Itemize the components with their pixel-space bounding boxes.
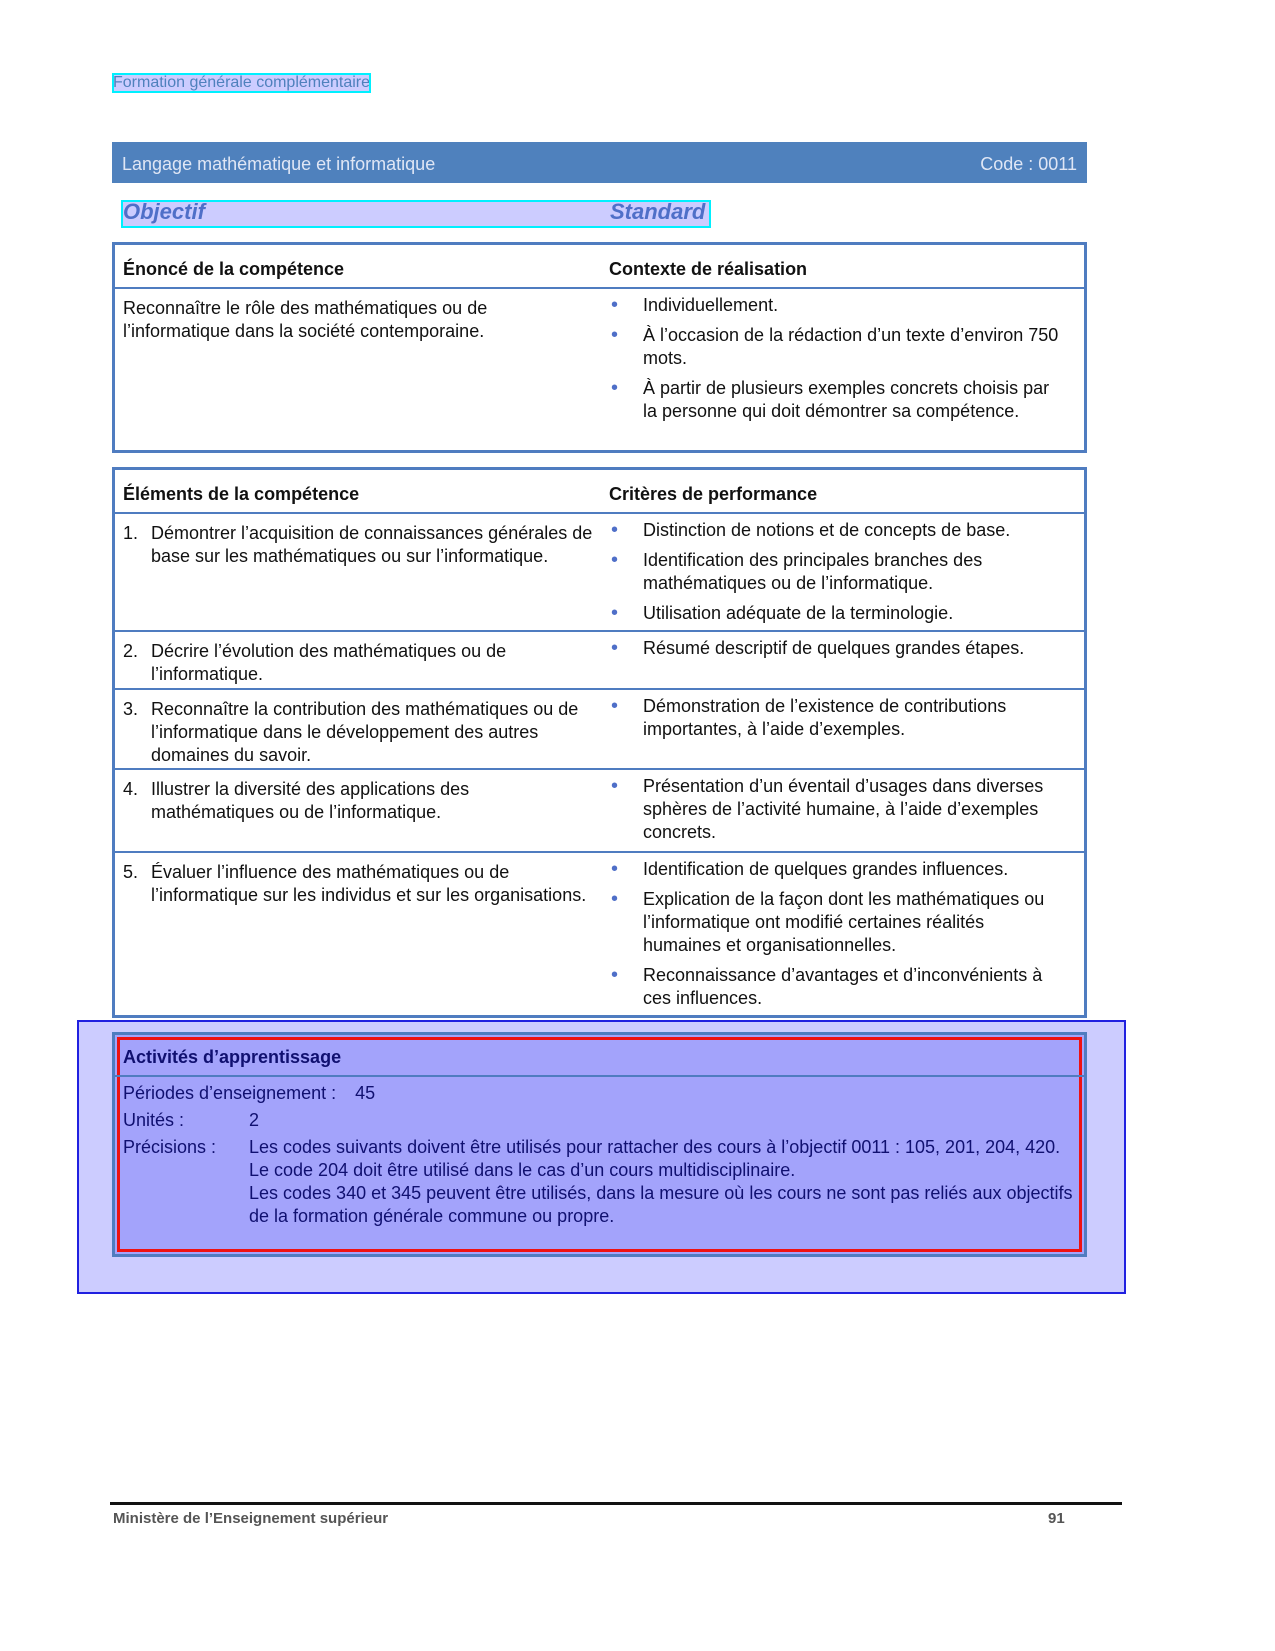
criterion: • Reconnaissance d’avantages et d’inconvénients à ces influences. [611, 964, 1066, 1010]
periods-value: 45 [355, 1083, 376, 1103]
element-text: Évaluer l’influence des mathématiques ou de l’informatique sur les individus et sur les organisations. [151, 862, 587, 905]
label-objectif: Objectif [123, 199, 205, 224]
precision-item: Le code 204 doit être utilisé dans le cas d’un cours multidisciplinaire. [249, 1160, 796, 1180]
course-title: Langage mathématique et informatique [122, 154, 436, 174]
elements-table [112, 467, 1087, 1018]
header-elements: Éléments de la compétence [123, 484, 360, 504]
criterion: • Explication de la façon dont les mathématiques ou l’informatique ont modifié certaines réalités humaines et organisationnelles. [611, 888, 1066, 957]
elements-table-header [115, 470, 1084, 514]
criterion: • Présentation d’un éventail d’usages dans diverses sphères de l’activité humaine, à l’aide d’exemples concrets. [611, 775, 1066, 844]
element-number: 1. [123, 523, 139, 543]
element-number: 5. [123, 862, 139, 882]
title-bar [112, 142, 1087, 183]
criterion: • Résumé descriptif de quelques grandes étapes. [611, 637, 1066, 660]
precision-item: Les codes suivants doivent être utilisés pour rattacher des cours à l’objectif 0011 : 105, 201, 204, 420. [249, 1137, 1061, 1157]
context-item: • À partir de plusieurs exemples concrets choisis par la personne qui doit démontrer sa compétence. [611, 377, 1066, 423]
criterion: • Utilisation adéquate de la terminologie. [611, 602, 1066, 625]
element-number: 3. [123, 699, 139, 719]
element-text: Reconnaître la contribution des mathématiques ou de l’informatique dans le développement des autres domaines du savoir. [151, 699, 579, 765]
periods-label: Périodes d’enseignement : [123, 1083, 337, 1103]
units-label: Unités : [123, 1110, 185, 1130]
criterion: • Distinction de notions et de concepts de base. [611, 519, 1066, 542]
element-row [115, 514, 1084, 632]
running-header: Formation générale complémentaire [113, 74, 371, 91]
page-number: 91 [1048, 1510, 1065, 1527]
activities-box [112, 1032, 1087, 1257]
context-item: • À l’occasion de la rédaction d’un texte d’environ 750 mots. [611, 324, 1066, 370]
header-statement: Énoncé de la compétence [123, 259, 345, 279]
header-context: Contexte de réalisation [609, 259, 808, 279]
units-value: 2 [249, 1110, 260, 1130]
competence-table [112, 242, 1087, 453]
label-standard: Standard [610, 199, 706, 224]
units-line [123, 1110, 260, 1131]
criterion: • Identification des principales branches des mathématiques ou de l’informatique. [611, 549, 1066, 595]
context-item: • Individuellement. [611, 294, 1066, 317]
element-number: 2. [123, 641, 139, 661]
activities-divider [115, 1075, 1084, 1077]
element-row [115, 770, 1084, 853]
periods-line [123, 1083, 375, 1104]
element-number: 4. [123, 779, 139, 799]
activities-title: Activités d’apprentissage [123, 1047, 342, 1067]
competence-statement: Reconnaître le rôle des mathématiques ou de l’informatique dans la société contemporaine. [123, 298, 488, 341]
competence-row [115, 289, 1084, 449]
course-code: Code : 0011 [980, 154, 1077, 174]
header-criteria: Critères de performance [609, 484, 818, 504]
criterion: • Démonstration de l’existence de contributions importantes, à l’aide d’exemples. [611, 695, 1066, 741]
precisions-list [249, 1136, 1079, 1228]
element-row [115, 853, 1084, 1013]
precision-item: Les codes 340 et 345 peuvent être utilisés, dans la mesure où les cours ne sont pas reliés aux objectifs de la formation générale commune ou propre. [249, 1183, 1073, 1226]
element-row [115, 632, 1084, 690]
element-row [115, 690, 1084, 770]
footer-ministry: Ministère de l’Enseignement supérieur [113, 1510, 389, 1527]
element-text: Illustrer la diversité des applications des mathématiques ou de l’informatique. [151, 779, 470, 822]
footer-rule [110, 1502, 1122, 1505]
precisions-label: Précisions : [123, 1137, 217, 1157]
element-text: Décrire l’évolution des mathématiques ou de l’informatique. [151, 641, 507, 684]
element-text: Démontrer l’acquisition de connaissances générales de base sur les mathématiques ou sur l’informatique. [151, 523, 593, 566]
criterion: • Identification de quelques grandes influences. [611, 858, 1066, 881]
competence-table-header [115, 245, 1084, 289]
